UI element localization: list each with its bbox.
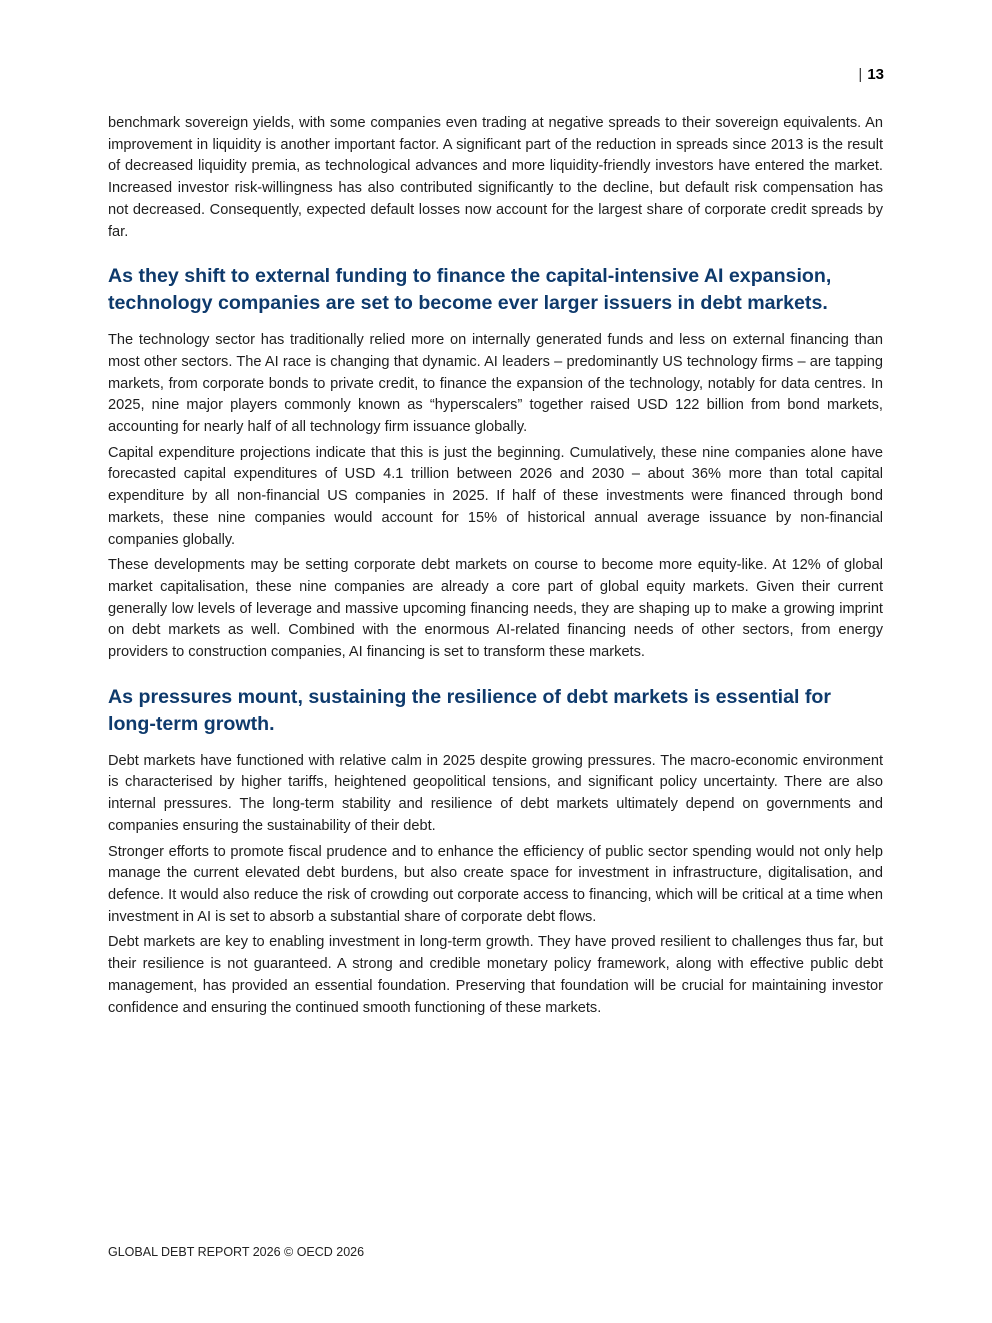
paragraph: Capital expenditure projections indicate that this is just the beginning. Cumulatively, these nine companies alone have forecasted capital expenditures of USD 4.1 trillion between 2026 and 2030 – about 36% more than total capital expenditure by all non-financial US companies in 2025. If half of these investments were financed through bond markets, these nine companies would account for 15% of historical annual average issuance by non-financial companies globally.	[108, 444, 883, 548]
section-heading-ai-funding: As they shift to external funding to finance the capital-intensive AI expansion, technology companies are set to become ever larger issuers in debt markets.	[108, 265, 832, 315]
page-number	[858, 66, 884, 83]
page-number-separator: |	[858, 66, 863, 83]
page-footer: GLOBAL DEBT REPORT 2026 © OECD 2026	[108, 1245, 365, 1259]
paragraph: Debt markets are key to enabling investment in long-term growth. They have proved resilient to challenges thus far, but their resilience is not guaranteed. A strong and credible monetary policy framework, along with effective public debt management, has provided an essential foundation. Preserving that foundation will be crucial for maintaining investor confidence and ensuring the continued smooth functioning of these markets.	[108, 934, 883, 1016]
paragraph: Stronger efforts to promote fiscal prudence and to enhance the efficiency of public sector spending would not only help manage the current elevated debt burdens, but also create space for investment in infrastructure, digitalisation, and defence. It would also reduce the risk of crowding out corporate access to financing, which will be critical at a time when investment in AI is set to absorb a substantial share of corporate debt flows.	[108, 843, 883, 925]
paragraph: These developments may be setting corporate debt markets on course to become more equity-like. At 12% of global market capitalisation, these nine companies are already a core part of global equity markets. Given their current generally low levels of leverage and massive upcoming financing needs, they are shaping up to make a growing imprint on debt markets as well. Combined with the enormous AI-related financing needs of other sectors, from energy providers to construction companies, AI financing is set to transform these markets.	[108, 557, 883, 661]
paragraph: The technology sector has traditionally relied more on internally generated funds and less on external financing than most other sectors. The AI race is changing that dynamic. AI leaders – predominantly US technology firms – are tapping markets, from corporate bonds to private credit, to finance the expansion of the technology, notably for data centres. In 2025, nine major players commonly known as “hyperscalers” together raised USD 122 billion from bond markets, accounting for nearly half of all technology firm issuance globally.	[108, 332, 883, 436]
page-number-value: 13	[867, 66, 884, 83]
intro-paragraph: benchmark sovereign yields, with some companies even trading at negative spreads to their sovereign equivalents. An improvement in liquidity is another important factor. A significant part of the reduction in spreads since 2013 is the result of decreased liquidity premia, as technological advances and more liquidity-friendly investors have entered the market. Increased investor risk-willingness has also contributed significantly to the decline, but default risk compensation has not decreased. Consequently, expected default losses now account for the largest share of corporate credit spreads by far.	[108, 115, 883, 240]
paragraph: Debt markets have functioned with relative calm in 2025 despite growing pressures. The macro-economic environment is characterised by higher tariffs, heightened geopolitical tensions, and significant policy uncertainty. There are also internal pressures. The long-term stability and resilience of debt markets ultimately depend on governments and companies ensuring the sustainability of their debt.	[108, 752, 883, 834]
section-heading-resilience: As pressures mount, sustaining the resilience of debt markets is essential for long-term growth.	[108, 685, 832, 735]
page-content	[108, 113, 883, 1023]
